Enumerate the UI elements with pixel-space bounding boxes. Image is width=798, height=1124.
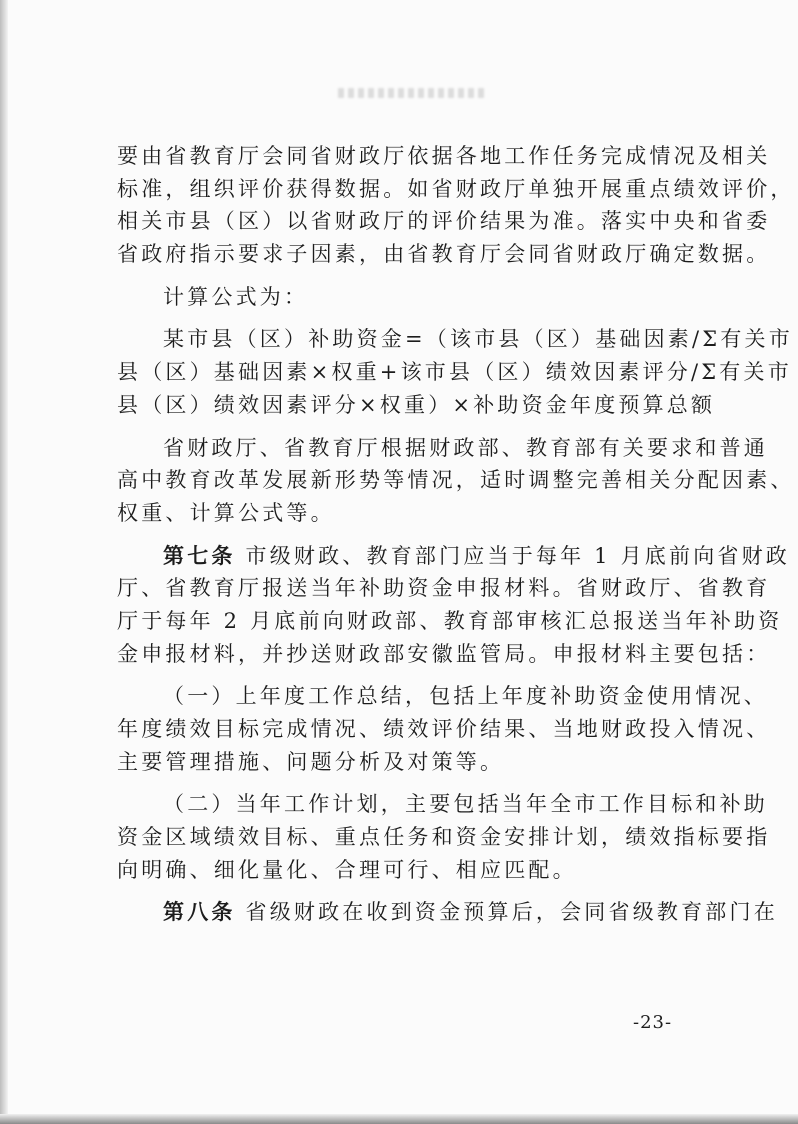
text-line: 厅、省教育厅报送当年补助资金申报材料。省财政厅、省教育 [117,576,771,601]
paragraph-1 [117,140,795,271]
text-line: 相关市县（区）以省财政厅的评价结果为准。落实中央和省委 [117,209,771,234]
text-line: 县（区）绩效因素评分×权重）×补助资金年度预算总额 [117,392,716,417]
text-line: （一）上年度工作总结，包括上年度补助资金使用情况、 [163,684,768,709]
item-1 [117,680,771,778]
item-2 [117,788,771,886]
formula-label: 计算公式为： [163,284,309,309]
article-8-heading: 第八条 [163,900,236,925]
text-line: 要由省教育厅会同省财政厅依据各地工作任务完成情况及相关 [117,144,771,168]
article-8 [117,896,778,929]
text-line: 省财政厅、省教育厅根据财政部、教育部有关要求和普通 [163,435,768,460]
text-line: 标准，组织评价获得数据。如省财政厅单独开展重点绩效评价， [117,176,795,201]
text-line: 省政府指示要求子因素，由省教育厅会同省财政厅确定数据。 [117,242,771,267]
text-line: 金申报材料，并抄送财政部安徽监管局。申报材料主要包括： [117,641,771,666]
text-line: 高中教育改革发展新形势等情况，适时调整完善相关分配因素、 [117,468,795,493]
article-8-text: 省级财政在收到资金预算后，会同省级教育部门在 [245,900,778,925]
bleed-through-mark [338,88,488,98]
article-7-heading: 第七条 [163,543,236,568]
article-7 [117,540,791,671]
text-line: 厅于每年 2 月底前向财政部、教育部审核汇总报送当年补助资 [117,608,783,633]
scan-edge-left [0,0,8,1124]
formula [117,323,793,421]
text-line: 向明确、细化量化、合理可行、相应匹配。 [117,857,577,882]
article-7-text: 市级财政、教育部门应当于每年 1 月底前向省财政 [245,543,791,568]
text-line: 某市县（区）补助资金=（该市县（区）基础因素/Σ有关市 [163,327,793,352]
scan-edge-bottom [0,1114,798,1124]
text-line: 县（区）基础因素×权重+该市县（区）绩效因素评分/Σ有关市 [117,360,792,385]
text-line: 资金区域绩效目标、重点任务和资金安排计划，绩效指标要指 [117,825,771,850]
paragraph-2 [117,432,795,530]
text-line: 主要管理措施、问题分析及对策等。 [117,749,505,774]
text-line: （二）当年工作计划，主要包括当年全市工作目标和补助 [163,792,768,817]
text-line [117,540,791,573]
text-line: 年度绩效目标完成情况、绩效评价结果、当地财政投入情况、 [117,717,771,741]
page-number: -23- [633,1012,673,1033]
text-line: 权重、计算公式等。 [117,500,335,525]
text-line [117,896,778,929]
document-body [117,140,795,929]
